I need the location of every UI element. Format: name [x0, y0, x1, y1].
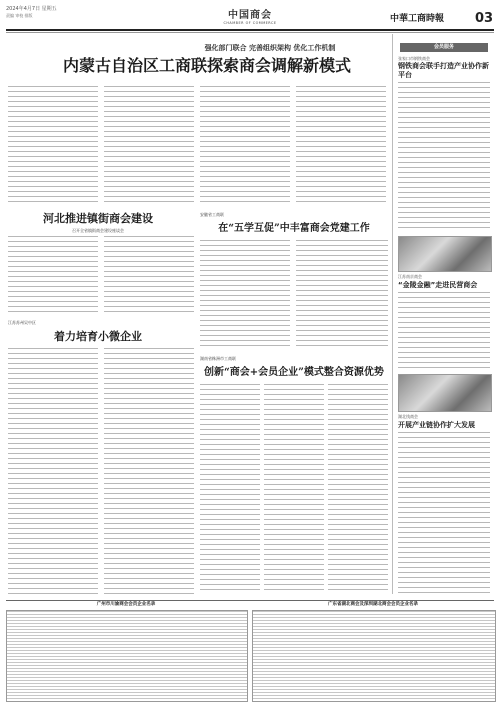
sidebar-item3-headline: 开展产业链协作扩大发展 — [398, 421, 475, 429]
logo-chinese: 中国商会 — [228, 10, 272, 21]
page-number: 03 — [475, 11, 494, 26]
story4-tag: 安徽省工商联 — [200, 212, 224, 217]
story4-body-col-2 — [296, 240, 388, 348]
directory-right-title: 广东省湖北商会及深圳湖北商会会员企业名录 — [328, 602, 418, 607]
sidebar-photo-1 — [398, 236, 492, 272]
story2-body-col-2 — [104, 236, 194, 314]
story4-headline: 在“五学互促”中丰富商会党建工作 — [218, 223, 370, 234]
directory-right-grid — [252, 610, 496, 702]
logo-english: CHAMBER OF COMMERCE — [223, 21, 277, 25]
sidebar-photo-2 — [398, 374, 492, 412]
story3-tag: 江苏苏州吴中区 — [8, 320, 36, 325]
section-title: 中華工商時報 — [390, 14, 445, 24]
lead-body-col-3 — [200, 86, 290, 206]
lead-body-col-4 — [296, 86, 386, 206]
story3-body-col-1 — [8, 348, 98, 594]
sidebar-item2-tag: 江苏南京商会 — [398, 274, 422, 279]
story2-headline: 河北推进镇街商会建设 — [43, 212, 153, 225]
story2-body-col-1 — [8, 236, 98, 314]
date-line: 2024年4月7日 星期五 — [6, 6, 57, 12]
story4-body-col-1 — [200, 240, 290, 348]
directory-left-title: 广州市川渝商会会员企业名录 — [96, 602, 156, 607]
story5-headline: 创新“商会+会员企业”模式整合资源优势 — [204, 367, 384, 378]
story5-body-col-2 — [264, 384, 324, 594]
editor-line: 责编 审校 排版 — [6, 13, 33, 18]
sidebar-item1-body — [398, 82, 490, 232]
story2-subhead: 召开全省镇街商会建设座谈会 — [72, 228, 124, 233]
lead-kicker: 强化部门联合 完善组织架构 优化工作机制 — [204, 44, 336, 52]
sidebar-item3-body — [398, 432, 490, 594]
sidebar-header: 会员服务 — [400, 43, 488, 52]
story5-body-col-1 — [200, 384, 260, 594]
sidebar-item3-tag: 湖北钱商会 — [398, 414, 418, 419]
story3-headline: 着力培育小微企业 — [54, 330, 142, 343]
directory-left-grid — [6, 610, 248, 702]
sidebar-item2-headline: “金陵金融”走进民营商会 — [398, 281, 478, 289]
lead-body-col-1 — [8, 86, 98, 206]
lead-body-col-2 — [104, 86, 194, 206]
sidebar-item1-tag: 张家口市钢铁商会 — [398, 56, 430, 61]
story5-tag: 湖南省株洲市工商联 — [200, 356, 236, 361]
sidebar-item1-headline: 钢铁商会联手打造产业协作新平台 — [398, 62, 489, 79]
newspaper-logo — [215, 10, 285, 25]
lead-headline: 内蒙古自治区工商联探索商会调解新模式 — [62, 56, 351, 75]
masthead-rule-thin — [6, 32, 494, 33]
masthead-rule — [6, 29, 494, 31]
story3-body-col-2 — [104, 348, 194, 594]
story5-body-col-3 — [328, 384, 388, 594]
sidebar-item2-body — [398, 292, 490, 370]
